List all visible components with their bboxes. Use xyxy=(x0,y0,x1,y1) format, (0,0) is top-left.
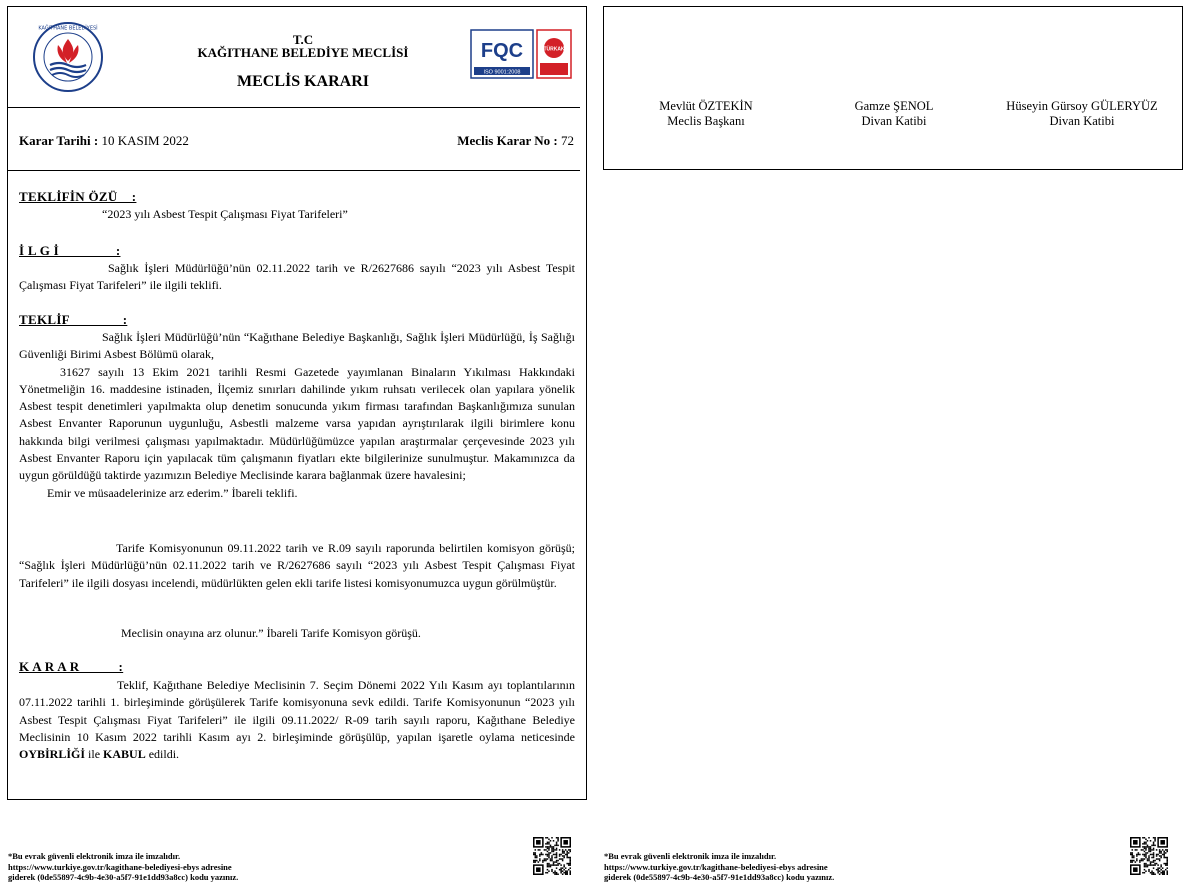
header-decision-title: MECLİS KARARI xyxy=(236,73,369,90)
signature-page xyxy=(603,6,1183,170)
signature-block-clerk-1: Gamze ŞENOL Divan Katibi xyxy=(854,99,934,128)
komisyon-text: Tarife Komisyonunun 09.11.2022 tarih ve R.09 sayılı raporunda belirtilen komisyon görüşü; “Sağlık İşleri Müdürlüğü’nün 02.11.2022 tarih ve R/2627686 sayılı “2023 yılı Asbest Tespit Çalışması Fiyat Tarifeleri” ile ilgili dosyası incelendi, müdürlükten gelen ekli tarife listesi komisyonumuzca uygun görülmüştür. xyxy=(19,541,575,590)
qr-code-icon xyxy=(1130,837,1168,875)
header-council-name: KAĞITHANE BELEDİYE MECLİSİ xyxy=(197,45,409,60)
unanimous-label: OYBİRLİĞİ xyxy=(19,747,86,762)
section-title-ilgi: İ L G İ : xyxy=(19,243,121,258)
decision-date: Karar Tarihi : 10 KASIM 2022 xyxy=(19,133,189,148)
meta-divider xyxy=(8,170,580,171)
komisyon-approval: Meclisin onayına arz olunur.” İbareli Tarife Komisyon görüşü. xyxy=(121,626,421,640)
section-title-ozu: TEKLİFİN ÖZÜ : xyxy=(19,189,137,204)
qr-code-icon xyxy=(533,837,571,875)
svg-text:FQC: FQC xyxy=(480,40,524,62)
header-divider xyxy=(8,107,580,108)
e-signature-note-left: *Bu evrak güvenli elektronik imza ile imzalıdır. https://www.turkiye.gov.tr/kagithane-belediyesi-ebys adresine giderek (0de55897-4c9b-4e30-a5f7-91e1dd93a8cc) kodu yazınız. xyxy=(8,851,239,882)
signature-block-clerk-2: Hüseyin Gürsoy GÜLERYÜZ Divan Katibi xyxy=(1006,99,1158,128)
ilgi-text: Sağlık İşleri Müdürlüğü’nün 02.11.2022 tarih ve R/2627686 sayılı “2023 yılı Asbest Tespit Çalışması Fiyat Tarifeleri” ile ilgili teklifi. xyxy=(19,261,575,293)
header-tc: T.C xyxy=(292,32,314,47)
decision-page xyxy=(7,6,587,800)
kagithane-municipality-logo xyxy=(32,21,104,93)
svg-text:TÜRKAK: TÜRKAK xyxy=(543,46,565,53)
ozu-text: “2023 yılı Asbest Tespit Çalışması Fiyat Tarifeleri” xyxy=(102,207,348,221)
teklif-text: Sağlık İşleri Müdürlüğü’nün “Kağıthane Belediye Başkanlığı, Sağlık İşleri Müdürlüğü, İş Sağlığı Güvenliği Birimi Asbest Bölümü olarak, 31627 sayılı 13 Ekim 2021 tarihli Resmi Gazetede yayımlanan Binaların Yıkılması Hakkındaki Yönetmeliğin 16. maddesine istinaden, İlçemiz sınırları dahilinde yıkım ruhsatı verilecek olan yapılara yönelik Asbest tespit denetimleri yapılmakta olup denetim sonucunda yıkım firması tarafından Başkanlığımıza sunulan Asbest Envanter Raporunun uygunluğu, Asbestli malzeme varsa yapıdan ayrıştırılarak ilgili birimlere konu hakkında bilgi verilmesi çalışması yapılmaktadır. Müdürlüğümüzce yapılan araştırmalar çerçevesinde 2023 yılı Asbest Envanter Raporu için yapılacak tüm çalışmanın fiyatları ekte bilgilerinize sunulmuştur. Makamınızca da uygun görüldüğü taktirde yazımızın Belediye Meclisinde karara bağlanmak üzere havalesini; Emir ve müsaadelerinize arz ederim.” İbareli teklifi. xyxy=(19,330,575,500)
section-title-teklif: TEKLİF : xyxy=(19,312,128,327)
e-signature-note-right: *Bu evrak güvenli elektronik imza ile imzalıdır. https://www.turkiye.gov.tr/kagithane-belediyesi-ebys adresine giderek (0de55897-4c9b-4e30-a5f7-91e1dd93a8cc) kodu yazınız. xyxy=(604,851,835,882)
certification-logos xyxy=(470,29,572,79)
svg-text:ISO 9001:2008: ISO 9001:2008 xyxy=(483,69,521,76)
section-title-karar: K A R A R : xyxy=(19,659,124,674)
signature-block-chair: Mevlüt ÖZTEKİN Meclis Başkanı xyxy=(659,99,753,128)
karar-text: Teklif, Kağıthane Belediye Meclisinin 7. Seçim Dönemi 2022 Yılı Kasım ayı toplantılarının 07.11.2022 tarihli 1. birleşiminde görüşülerek Tarife komisyonuna sevk edildi. Tarife Komisyonunun “2023 yılı Asbest Tespit Çalışması Fiyat Tarifeleri” ile ilgili 09.11.2022/ R-09 tarih sayılı raporu, Kağıthane Belediye Meclisinin 10 Kasım 2022 tarihli Kasım ayı 2. birleşiminde görüşülüp, yapılan işaretle oylama neticesinde OYBİRLİĞİ ile KABUL edildi. xyxy=(19,678,575,762)
accepted-label: KABUL xyxy=(103,747,146,762)
decision-number: Meclis Karar No : 72 xyxy=(457,133,574,148)
svg-text:KAĞITHANE BELEDİYESİ: KAĞITHANE BELEDİYESİ xyxy=(38,25,98,32)
